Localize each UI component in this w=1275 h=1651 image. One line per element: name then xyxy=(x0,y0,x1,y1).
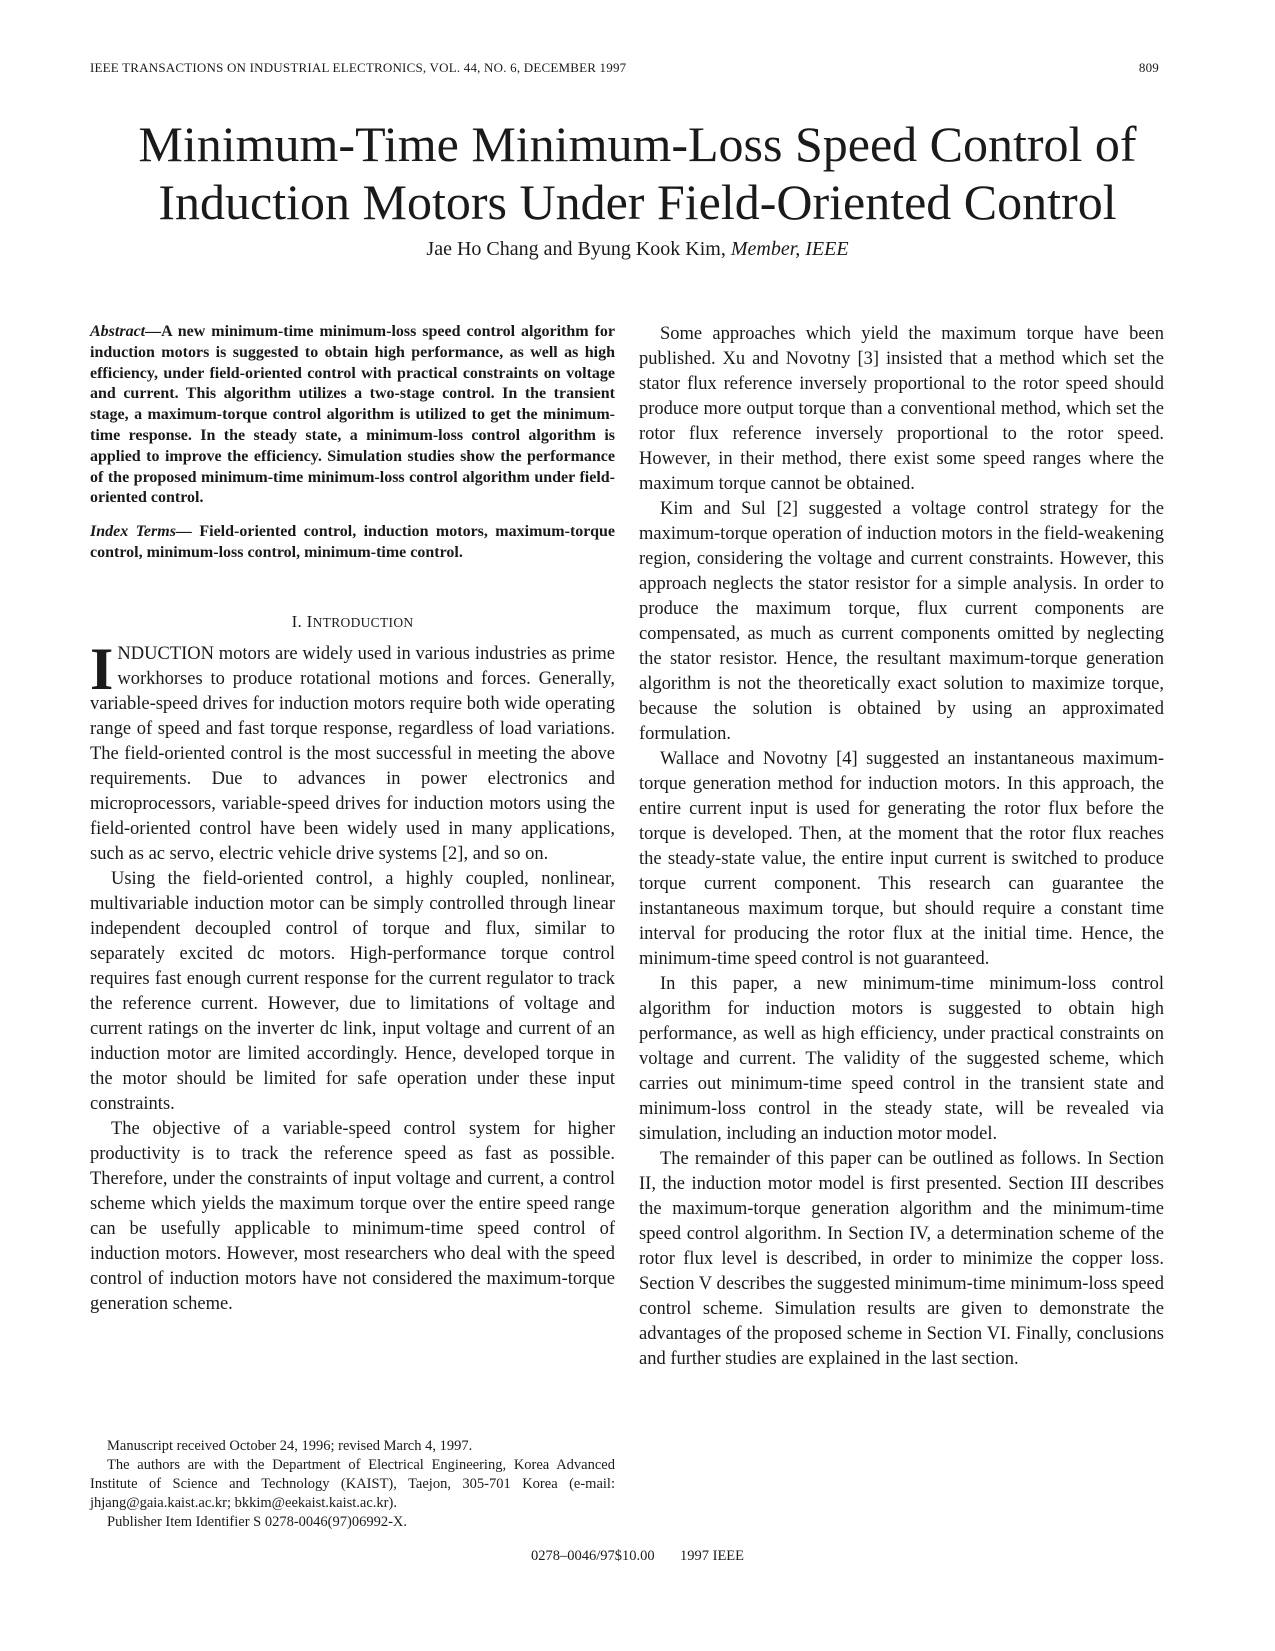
index-terms-text: Field-oriented control, induction motors, maximum-torque control, minimum-loss control, minimum-time control. xyxy=(90,523,616,561)
footer-code: 0278–0046/97$10.00 xyxy=(530,1548,655,1564)
abstract-label: Abstract— xyxy=(90,323,162,340)
drop-cap: I xyxy=(90,635,114,702)
author-names: Jae Ho Chang and Byung Kook Kim, xyxy=(426,238,726,260)
intro-paragraph-1 xyxy=(90,635,615,867)
index-terms-label: Index Terms— xyxy=(90,523,192,541)
footnote-publisher-id: Publisher Item Identifier S 0278-0046(97)06992-X. xyxy=(107,1514,408,1530)
abstract xyxy=(90,322,615,509)
index-terms xyxy=(90,522,615,564)
right-paragraph-3: Wallace and Novotny [4] suggested an instantaneous maximum-torque generation method for induction motors. In this approach, the entire current input is used for generating the rotor flux before the torque is developed. Then, at the moment that the rotor flux reaches the steady-state value, the entire input current is switched to produce torque current component. This research can guarantee the instantaneous maximum torque, but should require a constant time interval for producing the rotor flux at the initial time. Hence, the minimum-time speed control is not guaranteed. xyxy=(639,749,1164,969)
section-number: I. xyxy=(291,611,303,631)
right-paragraph-5: The remainder of this paper can be outlined as follows. In Section II, the induction motor model is first presented. Section III describes the maximum-torque generation algorithm and the minimum-time speed control algorithm. In Section IV, a determination scheme of the rotor flux level is described, in order to minimize the copper loss. Section V describes the suggested minimum-time minimum-loss speed control scheme. Simulation results are given to demonstrate the advantages of the proposed scheme in Section VI. Finally, conclusions and further studies are explained in the last section. xyxy=(639,1149,1164,1369)
intro-paragraph-3: The objective of a variable-speed control system for higher productivity is to track the reference speed as fast as possible. Therefore, under the constraints of input voltage and current, a control scheme which yields the maximum torque over the entire speed range can be usefully applicable to minimum-time speed control of induction motors. However, most researchers who deal with the speed control of induction motors have not considered the maximum-torque generation scheme. xyxy=(90,1118,615,1314)
right-paragraph-1: Some approaches which yield the maximum torque have been published. Xu and Novotny [3] insisted that a method which set the stator flux reference inversely proportional to the rotor speed should produce more output torque than a conventional method, which set the rotor flux reference inversely proportional to the rotor speed. However, in their method, there exist some speed ranges where the maximum torque cannot be obtained. xyxy=(639,324,1164,494)
right-paragraph-2: Kim and Sul [2] suggested a voltage control strategy for the maximum-torque operation of induction motors in the field-weakening region, considering the voltage and current constraints. However, this approach neglects the stator resistor for a simple analysis. In order to produce the maximum torque, flux current components are compensated, as much as current components omitted by neglecting the stator resistor. Hence, the resultant maximum-torque generation algorithm is not the theoretically exact solution to maximize torque, because the solution is obtained by using an approximated formulation. xyxy=(639,499,1164,744)
title-line-1: Minimum-Time Minimum-Loss Speed Control of xyxy=(138,116,1137,172)
footnote-received: Manuscript received October 24, 1996; revised March 4, 1997. xyxy=(107,1438,473,1454)
title-line-2: Induction Motors Under Field-Oriented Control xyxy=(158,174,1117,230)
footer-copyright: 1997 IEEE xyxy=(680,1548,745,1564)
footnote-affiliation: The authors are with the Department of Electrical Engineering, Korea Advanced Institute of Science and Technology (KAIST), Taejon, 305-701 Korea (e-mail: jhjang@gaia.kaist.ac.kr; bkkim@eekaist.kaist.ac.kr). xyxy=(90,1457,615,1511)
section-title-rest: NTRODUCTION xyxy=(312,614,414,630)
intro-paragraph-2: Using the field-oriented control, a highly coupled, nonlinear, multivariable induction motor can be simply controlled through linear independent decoupled control of torque and flux, similar to separately excited dc motors. High-performance torque control requires fast enough current response for the current regulator to track the reference current. However, due to limitations of voltage and current ratings on the inverter dc link, input voltage and current of an induction motor are limited accordingly. Hence, developed torque in the motor should be limited for safe operation under these input constraints. xyxy=(90,868,615,1114)
author-line xyxy=(0,238,1275,261)
right-paragraph-4: In this paper, a new minimum-time minimum-loss control algorithm for induction motors is suggested to obtain high performance, as well as high efficiency, under practical constraints on voltage and current. The validity of the suggested scheme, which carries out minimum-time speed control in the transient state and minimum-loss control in the steady state, will be revealed via simulation, including an induction motor model. xyxy=(639,974,1164,1144)
footnotes xyxy=(90,1437,615,1532)
page-footer xyxy=(0,1548,1275,1565)
intro-paragraph-1-text: NDUCTION motors are widely used in various industries as prime workhorses to produce rotational motions and forces. Generally, variable-speed drives for induction motors require both wide operating range of speed and fast torque response, regardless of load variations. The field-oriented control is the most successful in meeting the above requirements. Due to advances in power electronics and microprocessors, variable-speed drives for induction motors using the field-oriented control have been widely used in many applications, such as ac servo, electric vehicle drive systems [2], and so on. xyxy=(90,643,615,864)
left-column xyxy=(90,322,615,1317)
section-title-initial: I xyxy=(306,611,313,631)
author-membership: Member, IEEE xyxy=(730,238,849,260)
paper-title xyxy=(60,115,1215,231)
abstract-text: A new minimum-time minimum-loss speed control algorithm for induction motors is suggested to obtain high performance, as well as high efficiency, under field-oriented control with practical constraints on voltage and current. This algorithm utilizes a two-stage control. In the transient stage, a maximum-torque control algorithm is utilized to get the minimum-time response. In the steady state, a minimum-loss control algorithm is applied to improve the efficiency. Simulation studies show the performance of the proposed minimum-time minimum-loss control algorithm under field-oriented control. xyxy=(90,323,615,507)
journal-citation: IEEE TRANSACTIONS ON INDUSTRIAL ELECTRONICS, VOL. 44, NO. 6, DECEMBER 1997 xyxy=(90,60,627,75)
section-heading-introduction xyxy=(90,612,615,632)
page-number: 809 xyxy=(1138,60,1159,75)
right-column xyxy=(639,322,1164,1372)
